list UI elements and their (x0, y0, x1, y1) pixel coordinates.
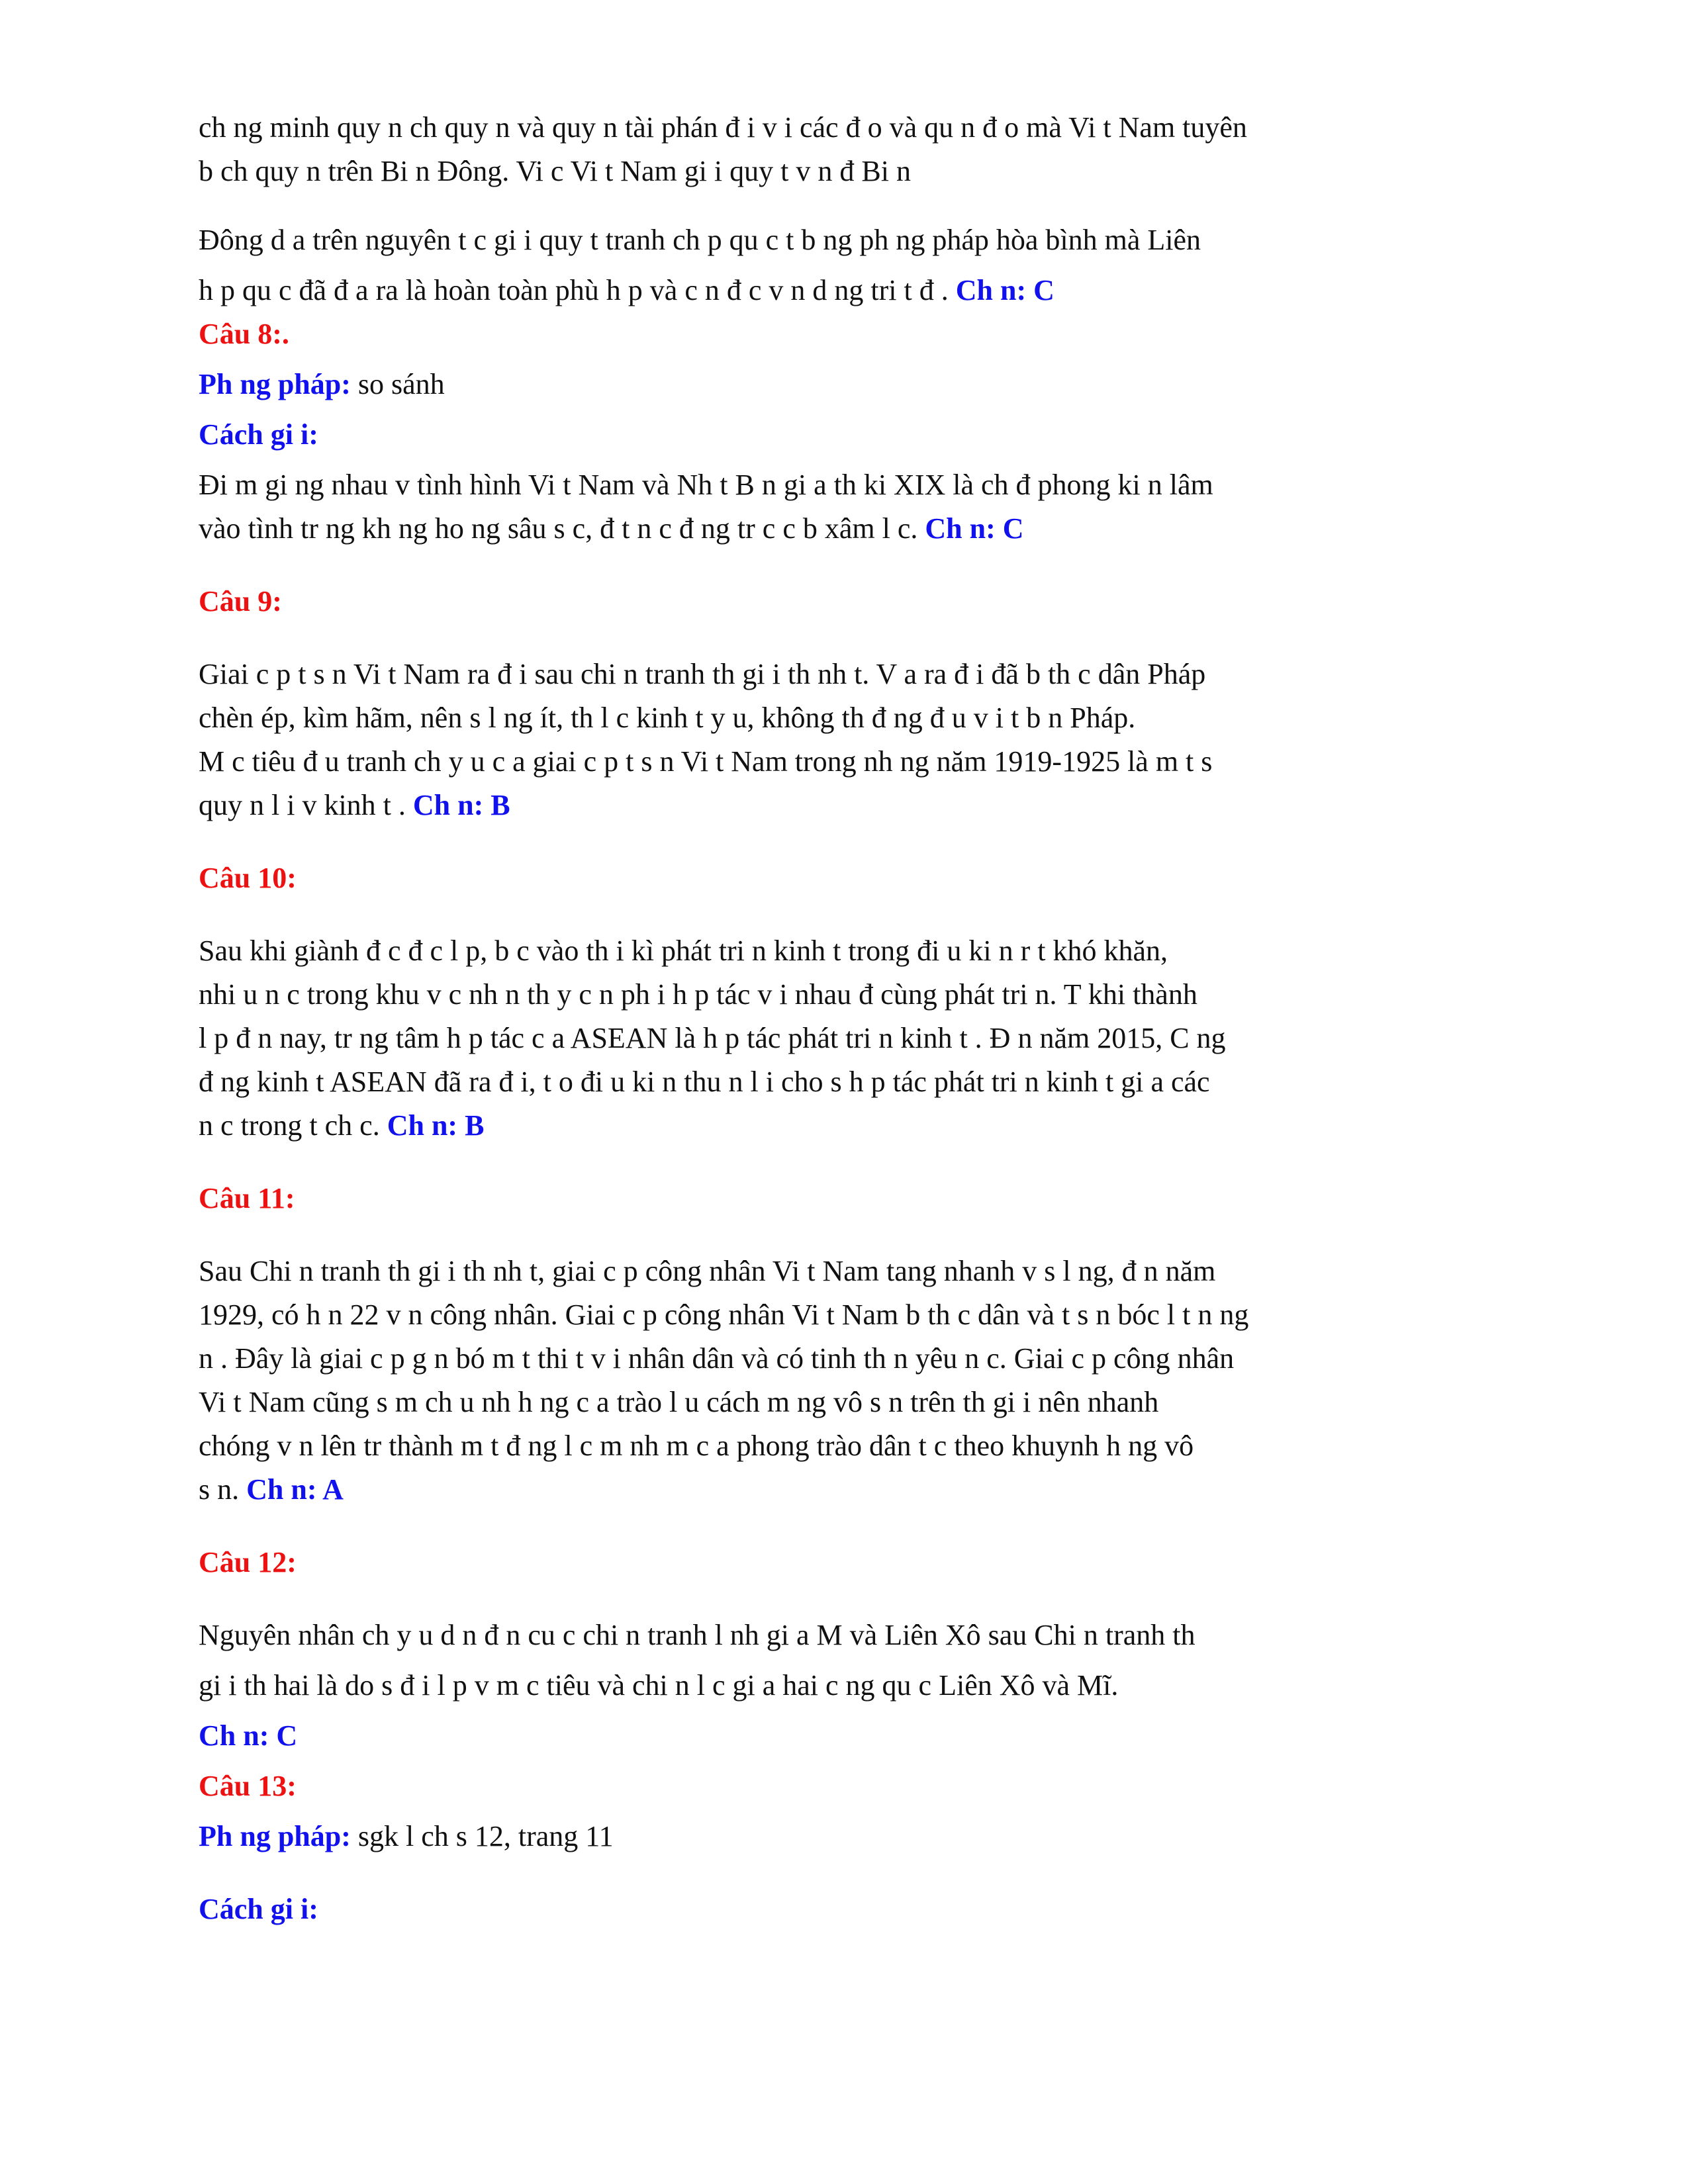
text-line: chóng v n lên tr thành m t đ ng l c m nh m c a phong trào dân t c theo khuynh h ng vô (199, 1430, 1194, 1462)
text-line: gi i th hai là do s đ i l p v m c tiêu và chi n l c gi a hai c ng qu c Liên Xô và Mĩ. (199, 1669, 1119, 1702)
text-line: M c tiêu đ u tranh ch y u c a giai c p t s n Vi t Nam trong nh ng năm 1919-1925 là m t s (199, 745, 1213, 778)
answer-label: Ch n: B (412, 789, 510, 821)
text-line: ch ng minh quy n ch quy n và quy n tài phán đ i v i các đ o và qu n đ o mà Vi t Nam tuyên (199, 111, 1247, 144)
text-line: Sau khi giành đ c đ c l p, b c vào th i kì phát tri n kinh t trong đi u ki n r t khó khăn, (199, 934, 1168, 967)
text-line: vào tình tr ng kh ng ho ng sâu s c, đ t n c đ ng tr c c b xâm l c. (199, 512, 918, 545)
method-text: sgk l ch s 12, trang 11 (350, 1820, 614, 1852)
text-line: nhi u n c trong khu v c nh n th y c n ph i h p tác v i nhau đ cùng phát tri n. T khi thành (199, 978, 1197, 1011)
text-line: n . Đây là giai c p g n bó m t thi t v i nhân dân và có tinh th n yêu n c. Giai c p công nhân (199, 1342, 1235, 1375)
text-line: l p đ n nay, tr ng tâm h p tác c a ASEAN là h p tác phát tri n kinh t . Đ n năm 2015, C ng (199, 1022, 1226, 1054)
text-line: Đông d a trên nguyên t c gi i quy t tranh ch p qu c t b ng ph ng pháp hòa bình mà Liên (199, 224, 1201, 256)
text-line: Sau Chi n tranh th gi i th nh t, giai c p công nhân Vi t Nam tang nhanh v s l ng, đ n năm (199, 1255, 1216, 1287)
question-title-8: Câu 8:. (199, 318, 289, 350)
question-title-11: Câu 11: (199, 1182, 295, 1214)
method-label: Ph ng pháp: (199, 368, 351, 400)
question-title-10: Câu 10: (199, 862, 297, 894)
text-line: Đi m gi ng nhau v tình hình Vi t Nam và Nh t B n gi a th ki XIX là ch đ phong ki n lâm (199, 469, 1213, 501)
method-label: Ph ng pháp: (199, 1820, 351, 1852)
answer-label: Ch n: B (387, 1109, 485, 1142)
text-line-with-answer (199, 784, 1509, 827)
question-title-12: Câu 12: (199, 1546, 297, 1578)
method-text: so sánh (350, 368, 445, 400)
text-line-with-answer (199, 1468, 1509, 1512)
solution-label: Cách gi i: (199, 1893, 318, 1925)
text-line: quy n l i v kinh t . (199, 789, 406, 821)
text-line: s n. (199, 1473, 240, 1506)
answer-label: Ch n: C (955, 274, 1055, 306)
text-line: đ ng kinh t ASEAN đã ra đ i, t o đi u ki n thu n l i cho s h p tác phát tri n kinh t gi a các (199, 1066, 1210, 1098)
text-line: 1929, có h n 22 v n công nhân. Giai c p công nhân Vi t Nam b th c dân và t s n bóc l t n ng (199, 1298, 1249, 1331)
text-line-with-answer (199, 269, 1509, 312)
text-line: n c trong t ch c. (199, 1109, 380, 1142)
text-line-with-answer (199, 507, 1509, 551)
text-line: Vi t Nam cũng s m ch u nh h ng c a trào l u cách m ng vô s n trên th gi i nên nhanh (199, 1386, 1159, 1418)
method-line (199, 1815, 1509, 1858)
text-line-with-answer (199, 1104, 1509, 1148)
method-line (199, 363, 1509, 406)
solution-label: Cách gi i: (199, 418, 318, 451)
text-line: Giai c p t s n Vi t Nam ra đ i sau chi n tranh th gi i th nh t. V a ra đ i đã b th c dân Pháp (199, 658, 1206, 690)
answer-label: Ch n: C (925, 512, 1024, 545)
text-line: chèn ép, kìm hãm, nên s l ng ít, th l c kinh t y u, không th đ ng đ u v i t b n Pháp. (199, 702, 1136, 734)
answer-label: Ch n: A (246, 1473, 344, 1506)
text-line: h p qu c đã đ a ra là hoàn toàn phù h p và c n đ c v n d ng tri t đ . (199, 274, 949, 306)
text-line: b ch quy n trên Bi n Đông. Vi c Vi t Nam gi i quy t v n đ Bi n (199, 155, 911, 187)
text-line: Nguyên nhân ch y u d n đ n cu c chi n tranh l nh gi a M và Liên Xô sau Chi n tranh th (199, 1619, 1196, 1651)
document-page (199, 106, 1509, 1931)
answer-label: Ch n: C (199, 1719, 298, 1752)
question-title-13: Câu 13: (199, 1770, 297, 1802)
question-title-9: Câu 9: (199, 585, 282, 617)
